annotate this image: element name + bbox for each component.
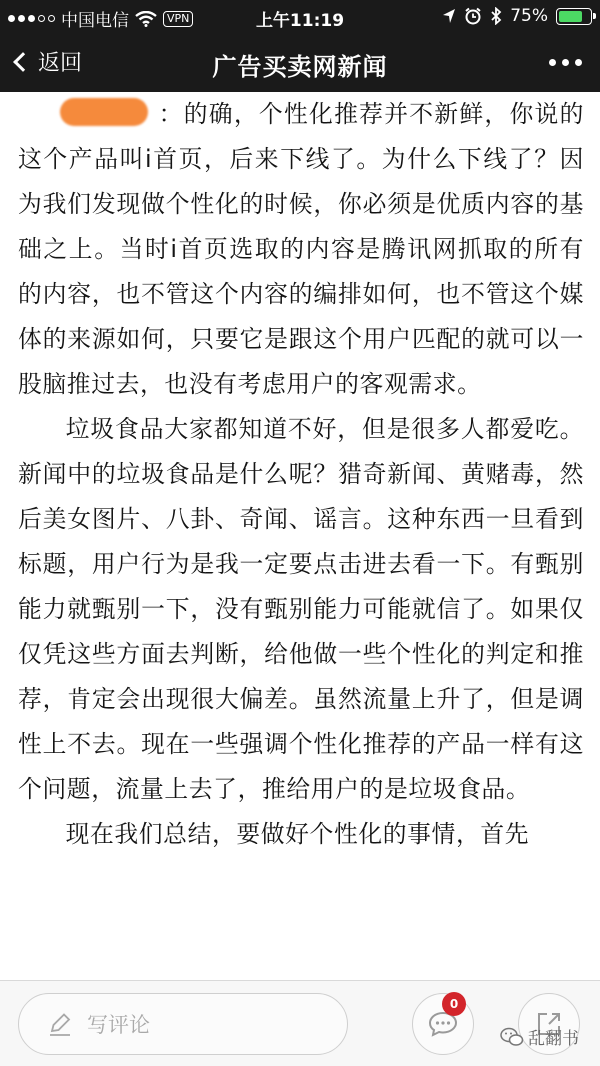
- bluetooth-icon: [490, 7, 502, 25]
- more-dots-icon: [549, 59, 556, 66]
- alarm-icon: [464, 7, 482, 25]
- pencil-icon: [47, 1011, 73, 1037]
- article-paragraph: [0, 92, 600, 407]
- nav-bar: [0, 34, 600, 92]
- comment-placeholder: 写评论: [87, 1013, 150, 1037]
- bottom-toolbar: [0, 980, 600, 1066]
- paragraph-text: ：的确，个性化推荐并不新鲜，你说的这个产品叫i首页，后来下线了。为什么下线了？因为我们发现做个性化的时候，你必须是优质内容的基础之上。当时i首页选取的内容是腾讯网抓取的所有的内容，也不管这个内容的编排如何，也不管这个媒体的来源如何，只要它是跟这个用户匹配的就可以一股脑推过去，也没有考虑用户的客观需求。: [18, 100, 584, 398]
- vpn-badge: VPN: [163, 11, 193, 27]
- page-title: 广告买卖网新闻: [212, 53, 388, 81]
- status-time: 上午11:19: [255, 11, 345, 31]
- article-body: [0, 92, 600, 980]
- article-paragraph: 现在我们总结，要做好个性化的事情，首先: [65, 820, 530, 848]
- article-paragraph: 垃圾食品大家都知道不好，但是很多人都爱吃。新闻中的垃圾食品是什么呢？猎奇新闻、黄赌毒，然后美女图片、八卦、奇闻、谣言。这种东西一旦看到标题，用户行为是我一定要点击进去看一下。有甄别能力就甄别一下，没有甄别能力可能就信了。如果仅仅凭这些方面去判断，给他做一些个性化的判定和推荐，肯定会出现很大偏差。虽然流量上升了，但是调性上不去。现在一些强调个性化推荐的产品一样有这个问题，流量上去了，推给用户的是垃圾食品。: [18, 415, 584, 803]
- battery-level: [559, 11, 582, 22]
- status-right: [442, 6, 592, 26]
- battery-percent: 75%: [510, 6, 548, 26]
- comment-input[interactable]: [18, 993, 348, 1055]
- watermark: [500, 1024, 579, 1049]
- battery-icon: [556, 8, 592, 25]
- wechat-icon: [500, 1027, 524, 1047]
- carrier-label: 中国电信: [61, 11, 129, 31]
- redaction-mark: [60, 98, 148, 126]
- back-label: 返回: [38, 51, 83, 76]
- more-button[interactable]: [549, 59, 582, 66]
- comment-count-badge: 0: [442, 992, 466, 1016]
- location-icon: [442, 8, 456, 24]
- watermark-label: 乱翻书: [528, 1029, 579, 1049]
- status-bar: [0, 0, 600, 34]
